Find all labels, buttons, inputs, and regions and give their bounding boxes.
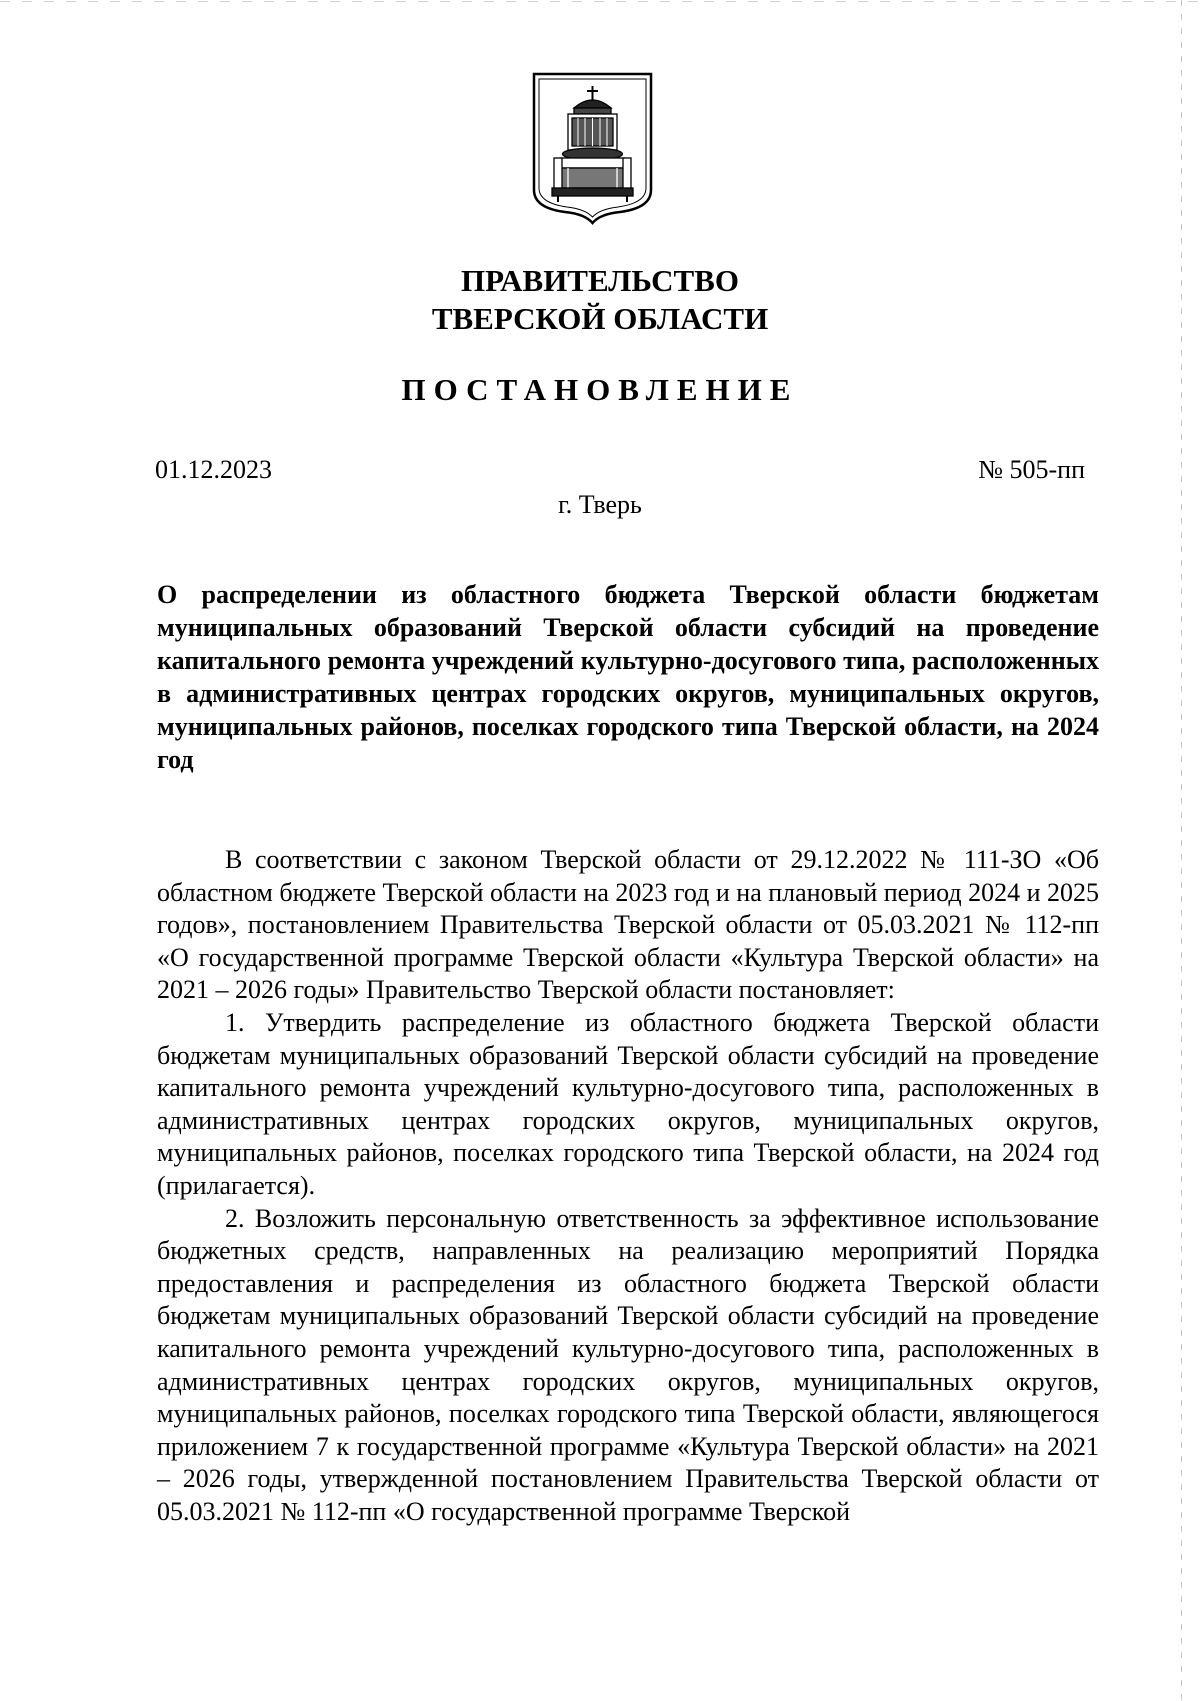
scan-edge-top [0, 1, 1200, 2]
document-subject: О распределении из областного бюджета Тверской области бюджетам муниципальных образований Тверской области субсидий на проведение капитального ремонта учреждений культурно-досугового типа, расположенных в административных центрах городских округов, муниципальных округов, муниципальных районов, поселках городского типа Тверской области, на 2024 год [157, 580, 1099, 774]
document-type: ПОСТАНОВЛЕНИЕ [401, 372, 799, 407]
tver-coat-of-arms-icon [530, 70, 655, 225]
scan-edge-right [1181, 0, 1182, 1701]
document-number: № 505-пп [978, 455, 1085, 484]
government-name [0, 262, 1200, 338]
body-item-2: 2. Возложить персональную ответственность за эффективное использование бюджетных средств, направленных на реализацию мероприятий Порядка предоставления и распределения из областного бюджета Тверской области бюджетам муниципальных образований Тверской области субсидий на проведение капитального ремонта учреждений культурно-досугового типа, расположенных в административных центрах городских округов, муниципальных округов, муниципальных районов, поселках городского типа Тверской области, являющегося приложением 7 к государственной программе «Культура Тверской области» на 2021 – 2026 годы, утвержденной постановлением Правительства Тверской области от 05.03.2021 № 112-пп «О государственной программе Тверской [157, 1203, 1099, 1526]
government-name-line2: ТВЕРСКОЙ ОБЛАСТИ [431, 301, 769, 336]
government-name-line1: ПРАВИТЕЛЬСТВО [461, 263, 739, 298]
document-city: г. Тверь [558, 490, 642, 519]
document-body [157, 844, 1099, 1528]
document-date: 01.12.2023 [155, 455, 272, 484]
body-preamble: В соответствии с законом Тверской области от 29.12.2022 № 111-ЗО «Об областном бюджете Тверской области на 2023 год и на плановый период 2024 и 2025 годов», постановлением Правительства Тверской области от 05.03.2021 № 112-пп «О государственной программе Тверской области «Культура Тверской области» на 2021 – 2026 годы» Правительство Тверской области постановляет: [157, 845, 1100, 1005]
body-item-1: 1. Утвердить распределение из областного бюджета Тверской области бюджетам муниципальных образований Тверской области субсидий на проведение капитального ремонта учреждений культурно-досугового типа, расположенных в административных центрах городских округов, муниципальных округов, муниципальных районов, поселках городского типа Тверской области, на 2024 год (прилагается). [157, 1007, 1099, 1200]
